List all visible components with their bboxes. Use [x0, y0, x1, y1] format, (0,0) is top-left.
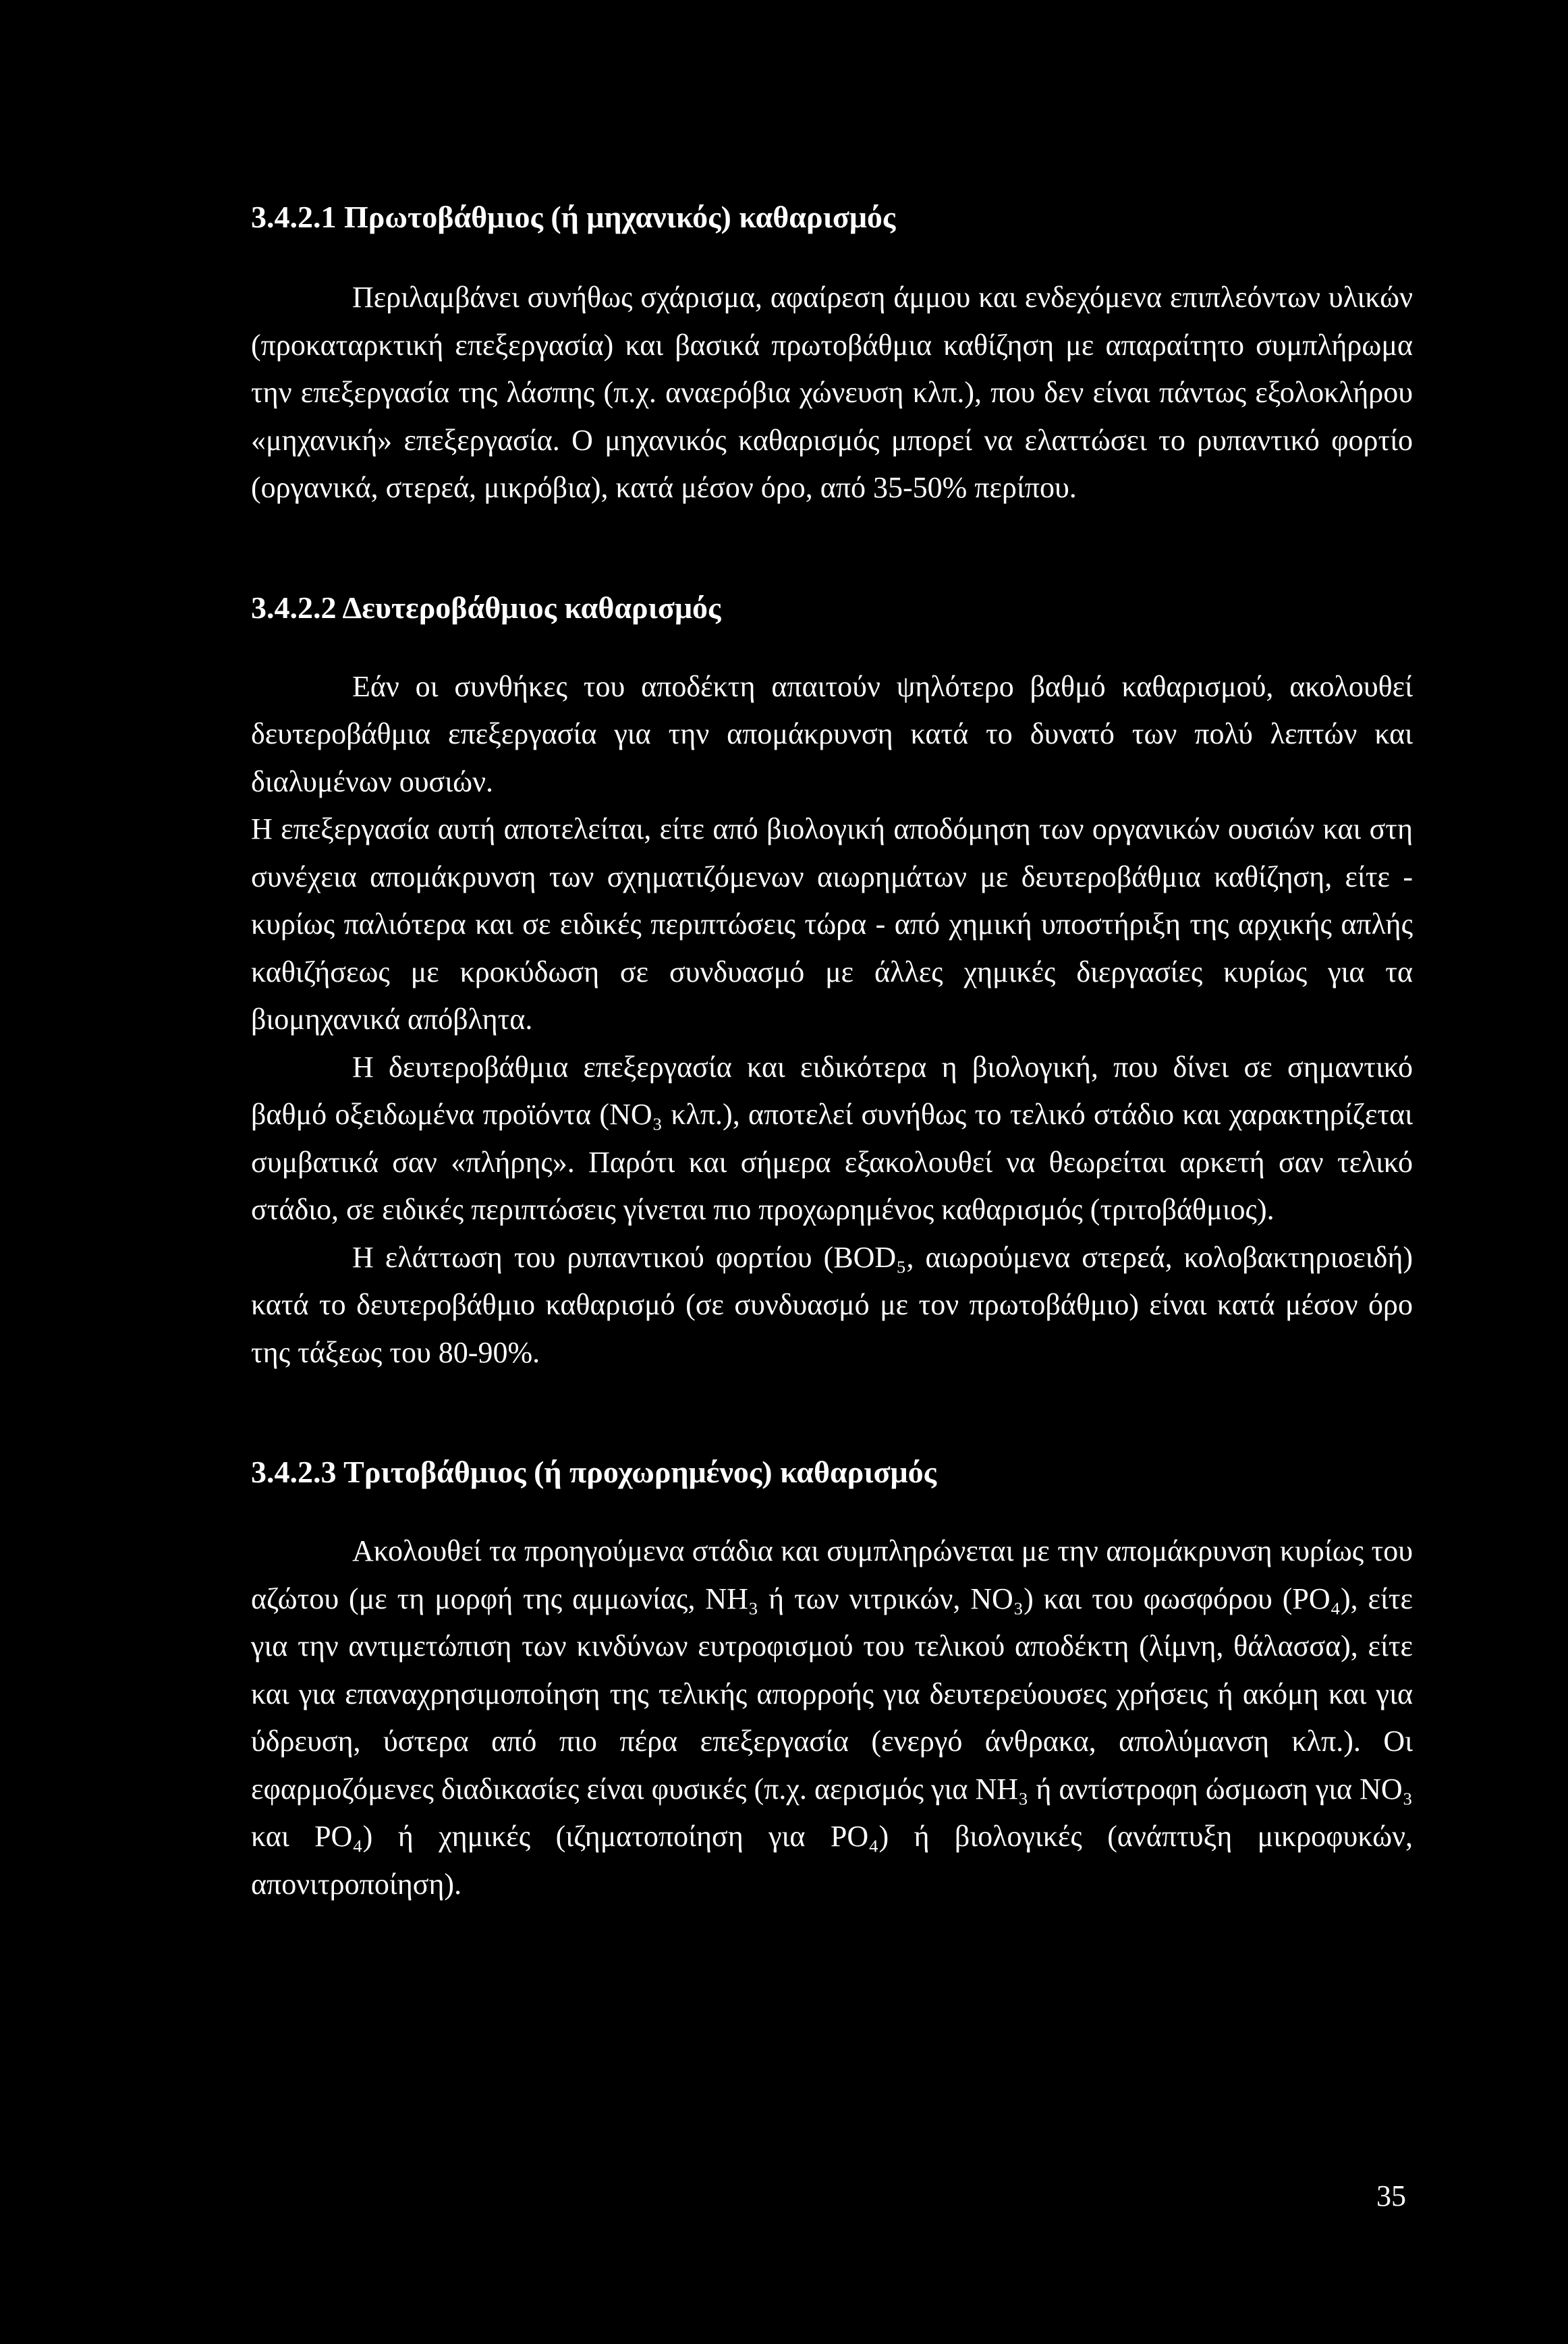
section-heading: 3.4.2.1 Πρωτοβάθμιος (ή μηχανικός) καθαρισμός [251, 200, 896, 234]
section-tertiary-treatment [251, 1451, 1413, 1908]
section-heading: 3.4.2.3 Τριτοβάθμιος (ή προχωρημένος) καθαρισμός [251, 1455, 937, 1489]
section-heading: 3.4.2.2 Δευτεροβάθμιος καθαρισμός [251, 590, 721, 625]
document-page [251, 196, 1413, 1908]
paragraph: Εάν οι συνθήκες του αποδέκτη απαιτούν ψηλότερο βαθμό καθαρισμού, ακολουθεί δευτεροβάθμια επεξεργασία για την απομάκρυνση κατά το δυνατό των πολύ λεπτών και διαλυμένων ουσιών. [251, 669, 1413, 798]
paragraph: Περιλαμβάνει συνήθως σχάρισμα, αφαίρεση άμμου και ενδεχόμενα επιπλεόντων υλικών (προκαταρκτική επεξεργασία) και βασικά πρωτοβάθμια καθίζηση με απαραίτητο συμπλήρωμα την επεξεργασία της λάσπης (π.χ. αναερόβια χώνευση κλπ.), που δεν είναι πάντως εξολοκλήρου «μηχανική» επεξεργασία. Ο μηχανικός καθαρισμός μπορεί να ελαττώσει το ρυπαντικό φορτίο (οργανικά, στερεά, μικρόβια), κατά μέσον όρο, από 35-50% περίπου. [251, 281, 1413, 504]
page-number: 35 [1376, 2179, 1406, 2212]
section-primary-treatment [251, 196, 1413, 512]
paragraph: Η επεξεργασία αυτή αποτελείται, είτε από βιολογική αποδόμηση των οργανικών ουσιών και στη συνέχεια απομάκρυνση των σχηματιζόμενων αιωρημάτων με δευτεροβάθμια καθίζηση, είτε - κυρίως παλιότερα και σε ειδικές περιπτώσεις τώρα - από χημική υποστήριξη της αρχικής απλής καθιζήσεως με κροκύδωση σε συνδυασμό με άλλες χημικές διεργασίες κυρίως για τα βιομηχανικά απόβλητα. [251, 812, 1413, 1036]
paragraph: Ακολουθεί τα προηγούμενα στάδια και συμπληρώνεται με την απομάκρυνση κυρίως του αζώτου (με τη μορφή της αμμωνίας, NH₃ ή των νιτρικών, NO₃) και του φωσφόρου (PO₄), είτε για την αντιμετώπιση των κινδύνων ευτροφισμού του τελικού αποδέκτη (λίμνη, θάλασσα), είτε και για επαναχρησιμοποίηση της τελικής απορροής για δευτερεύουσες χρήσεις ή ακόμη και για ύδρευση, ύστερα από πιο πέρα επεξεργασία (ενεργό άνθρακα, απολύμανση κλπ.). Οι εφαρμοζόμενες διαδικασίες είναι φυσικές (π.χ. αερισμός για NH₃ ή αντίστροφη ώσμωση για NO₃ και PO₄) ή χημικές (ιζηματοποίηση για PO₄) ή βιολογικές (ανάπτυξη μικροφυκών, απονιτροποίηση). [251, 1534, 1413, 1901]
paragraph: Η δευτεροβάθμια επεξεργασία και ειδικότερα η βιολογική, που δίνει σε σημαντικό βαθμό οξειδωμένα προϊόντα (NO₃ κλπ.), αποτελεί συνήθως το τελικό στάδιο και χαρακτηρίζεται συμβατικά σαν «πλήρης». Παρότι και σήμερα εξακολουθεί να θεωρείται αρκετή σαν τελικό στάδιο, σε ειδικές περιπτώσεις γίνεται πιο προχωρημένος καθαρισμός (τριτοβάθμιος). [251, 1050, 1413, 1226]
section-secondary-treatment [251, 586, 1413, 1377]
paragraph: Η ελάττωση του ρυπαντικού φορτίου (BOD₅, αιωρούμενα στερεά, κολοβακτηριοειδή) κατά το δευτεροβάθμιο καθαρισμό (σε συνδυασμό με τον πρωτοβάθμιο) είναι κατά μέσον όρο της τάξεως του 80-90%. [251, 1240, 1413, 1369]
